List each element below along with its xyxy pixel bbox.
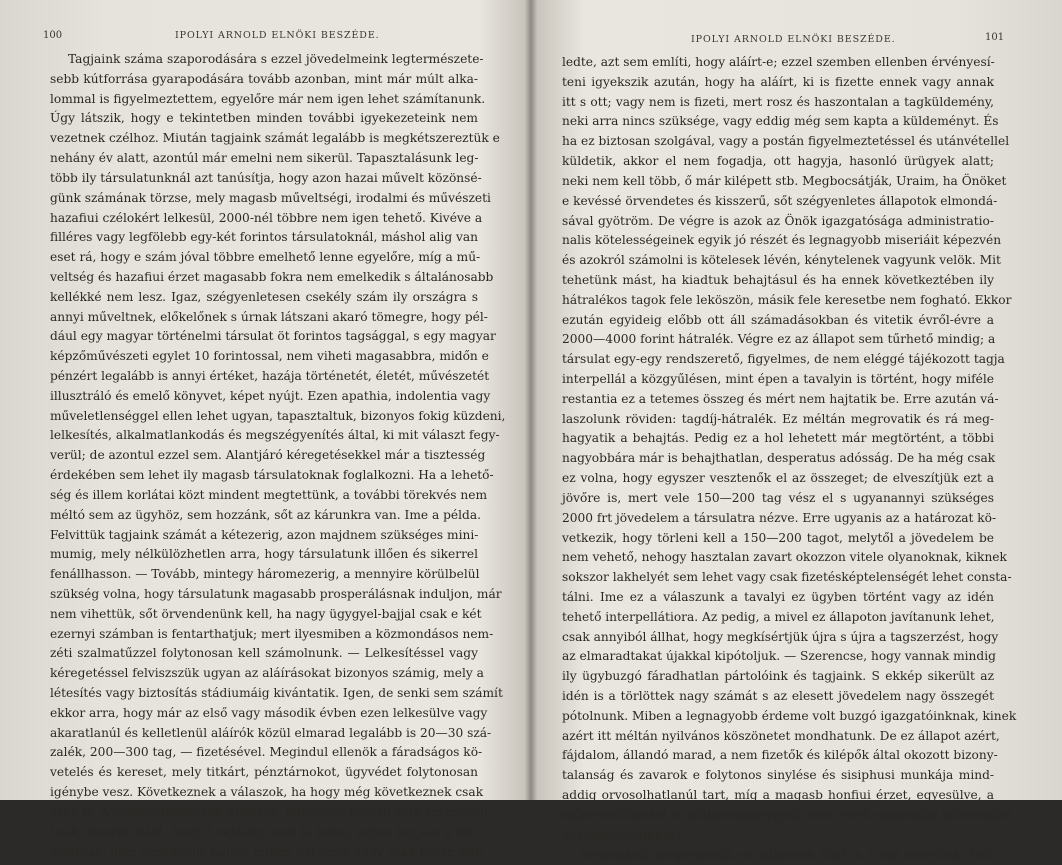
- text-line: ha ez biztosan szolgával, vagy a postán figyelmeztetéssel és utánvétellel: [562, 132, 994, 152]
- text-line: itt s ott; vagy nem is fizeti, mert rosz és haszontalan a tagküldemény,: [562, 93, 994, 113]
- text-line: veltség és hazafiui érzet magasabb fokra nem emelkedik s általánosabb: [50, 268, 478, 288]
- text-line: teni igyekszik azután, hogy ha aláírt, ki is fizette ennek vagy annak: [562, 73, 994, 93]
- text-line: Felvittük tagjaink számát a kétezerig, azon majdnem szükséges mini-: [50, 526, 478, 546]
- text-line: műveletlenséggel ellen lehet ugyan, tapasztaltuk, bizonyos fokig küzdeni,: [50, 407, 478, 427]
- text-line: günk számának törzse, mely magasb műveltségi, irodalmi és művészeti: [50, 189, 478, 209]
- text-line: Részünkről megteszszük ez állapotok közt is a mit tehetünk. Mű-: [562, 846, 994, 865]
- text-line: ezernyi számban is fentarthatjuk; mert ilyesmiben a közmondásos nem-: [50, 625, 478, 645]
- text-line: zéti szalmatűzzel folytonosan kell számolnunk. — Lelkesítéssel vagy: [50, 644, 478, 664]
- right-body-text: [562, 53, 994, 865]
- text-line: eset rá, hogy e szám jóval többre emelhető lenne egyelőre, míg a mű-: [50, 248, 478, 268]
- text-line: ezek is, A legnevetségesebb ürügyek, kifogások hosszú sora érvényesít-: [50, 803, 478, 823]
- text-line: Úgy látszik, hogy e tekintetben minden további igyekezeteink nem: [50, 109, 478, 129]
- text-line: tehető interpellátiora. Az pedig, a mivel ez állapoton javítanunk lehet,: [562, 608, 994, 628]
- text-line: talanság és zavarok e folytonos sinylése és sisiphusi munkája mind-: [562, 766, 994, 786]
- text-line: az elmaradtakat újakkal kipótoljuk. — Szerencse, hogy vannak mindig: [562, 647, 994, 667]
- text-line: vetkezik, hogy törleni kell a 150—200 tagot, melytől a jövedelem be: [562, 529, 994, 549]
- text-line: e kevéssé örvendetes és kisszerű, sőt szégyenletes állapotok elmondá-: [562, 192, 994, 212]
- text-line: interpellál a közgyűlésen, mint épen a tavalyin is történt, hogy miféle: [562, 370, 994, 390]
- right-running-head: IPOLYI ARNOLD ELNÖKI BESZÉDE.: [691, 34, 896, 45]
- text-line: 2000—4000 forint hátralék. Végre ez az állapot sem tűrhető mindig; a: [562, 330, 994, 350]
- text-line: vetelés és kereset, mely titkárt, pénztárnokot, ügyvédet folytonosan: [50, 763, 478, 783]
- text-line: sokszor lakhelyét sem lehet vagy csak fizetésképtelenségét lehet consta-: [562, 568, 994, 588]
- text-line: társulat egy-egy rendszerető, figyelmes, de nem eléggé tájékozott tagja: [562, 350, 994, 370]
- text-line: 2000 frt jövedelem a társulatra nézve. Erre ugyanis az a határozat kö-: [562, 509, 994, 529]
- text-line: ily ügybuzgó fáradhatlan pártolóink és tagjaink. S ekkép sikerült az: [562, 667, 994, 687]
- text-line: létesítés vagy biztosítás stádiumáig kivántatik. Igen, de senki sem számít: [50, 684, 478, 704]
- left-running-head: IPOLYI ARNOLD ELNÖKI BESZÉDE.: [175, 30, 380, 41]
- text-line: neki arra nincs szüksége, vagy eddig még sem kapta a küldeményt. És: [562, 112, 994, 132]
- text-line: szükség volna, hogy társulatunk magasabb prosperálásnak induljon, már: [50, 585, 478, 605]
- right-page-number: 101: [985, 32, 1004, 43]
- right-page: [531, 0, 1062, 800]
- text-line: pótolnunk. Miben a legnagyobb érdeme volt buzgó igazgatóinknak, kinek: [562, 707, 994, 727]
- text-line: annyi műveltnek, előkelőnek s úrnak látszani akaró tömegre, hogy pél-: [50, 308, 478, 328]
- text-line: és azokról számolni is kötelesek lévén, kénytelenek vagyunk velök. Mit: [562, 251, 994, 271]
- text-line: képzőművészeti egylet 10 forintossal, nem viheti magasabbra, midőn e: [50, 347, 478, 367]
- text-line: igénybe vesz. Következnek a válaszok, ha hogy még következnek csak: [50, 783, 478, 803]
- text-line: pénzért legalább is annyi értéket, hazája történetét, életét, művészetét: [50, 367, 478, 387]
- text-line: csak annyiból állhat, hogy megkísértjük újra s újra a tagszerzést, hogy: [562, 628, 994, 648]
- text-line: jövőre is, mert vele 150—200 tag vész el s ugyanannyi szükséges: [562, 489, 994, 509]
- text-line: műérdeklődéssel és műtanulmánynyal, nem emeli magasabb színvonalra: [562, 806, 994, 826]
- text-line: tetik, kezdve attól, hogy ő sajátlag nem is tudja, vajjon tagja-e a tár-: [50, 823, 478, 843]
- text-line: filléres vagy legfölebb egy-két forintos társulatoknál, máshol alig van: [50, 228, 478, 248]
- text-line: kéregetéssel felviszszük ugyan az aláírásokat bizonyos számig, mely a: [50, 664, 478, 684]
- text-line: méltó sem az ügyhöz, sem hozzánk, sőt az kárunkra van. Ime a példa.: [50, 506, 478, 526]
- text-line: hátralékos tagok fele leköszön, másik fele keresetbe nem fogható. Ekkor: [562, 291, 994, 311]
- text-line: érdekében sem lehet ily magasb társulatoknak foglalkozni. Ha a lehető-: [50, 466, 478, 486]
- text-line: idén is a törlöttek nagy számát s az elesett jövedelem nagy összegét: [562, 687, 994, 707]
- text-line: fenállhasson. — Tovább, mintegy háromezerig, a mennyire körülbelül: [50, 565, 478, 585]
- text-line: zalék, 200—300 tag, — fizetésével. Megindul ellenök a fáradságos kö-: [50, 743, 478, 763]
- text-line: ez volna, hogy egyszer vesztenők el az összeget; de elveszítjük ezt a: [562, 469, 994, 489]
- text-line: küldetik, akkor el nem fogadja, ott hagyja, hasonló ürügyek alatt;: [562, 152, 994, 172]
- text-line: mumig, mely nélkülözhetlen arra, hogy társulatunk illően és sikerrel: [50, 545, 478, 565]
- text-line: nagyobbára már is behajthatlan, desperatus adósság. De ha még csak: [562, 449, 994, 469]
- left-page: [0, 0, 531, 800]
- text-line: tehetünk mást, ha kiadtuk behajtásul és ha ennek következtében ily: [562, 271, 994, 291]
- text-line: lelkesítés, alkalmatlankodás és megszégyenítés által, ki mit választ fegy-: [50, 426, 478, 446]
- text-line: addig orvosolhatlanúl tart, míg a magasb honfiui érzet, egyesülve, a: [562, 786, 994, 806]
- text-line: közműveltségünket.: [562, 826, 994, 846]
- text-line: több ily társulatunknál azt tanúsítja, hogy azon hazai művelt közönsé-: [50, 169, 478, 189]
- text-line: nalis kötelességeinek egyik jó részét és legnagyobb miseriáit képezvén: [562, 231, 994, 251]
- text-line: tálni. Ime ez a válaszunk a tavalyi ez ügyben történt vagy az idén: [562, 588, 994, 608]
- text-line: dául egy magyar történelmi társulat öt forintos tagsággal, s egy magyar: [50, 327, 478, 347]
- text-line: nehány év alatt, azontúl már emelni nem sikerül. Tapasztalásunk leg-: [50, 149, 478, 169]
- text-line: nem vehető, nehogy hasztalan zavart okozzon vitele olyanoknak, kiknek: [562, 548, 994, 568]
- text-line: Tagjaink száma szaporodására s ezzel jövedelmeink legtermészete-: [50, 50, 478, 70]
- text-line: ekkor arra, hogy már az első vagy második évben ezen lelkesülve vagy: [50, 704, 478, 724]
- text-line: akaratlanúl és kelletlenül aláírók közül elmarad legalább is 20—30 szá-: [50, 724, 478, 744]
- text-line: neki nem kell több, ő már kilépett stb. Megbocsátják, Uraim, ha Önöket: [562, 172, 994, 192]
- text-line: verül; de azontul ezzel sem. Alantjáró kéregetésekkel már a tisztesség: [50, 446, 478, 466]
- text-line: laszolunk röviden: tagdíj-hátralék. Ez méltán megrovatik és rá meg-: [562, 410, 994, 430]
- text-line: azért itt méltán nyilvános köszönetet mondhatunk. De ez állapot azért,: [562, 727, 994, 747]
- text-line: vezetnek czélhoz. Miután tagjaink számát legalább is megkétszereztük e: [50, 129, 478, 149]
- text-line: ezután egyideig előbb ott áll számadásokban és vitetik évről-évre a: [562, 311, 994, 331]
- text-line: sulatnak, nem emlékezik, mikor, mikép lett azzá; vagy csak régen elfe-: [50, 843, 478, 863]
- text-line: ledte, azt sem említi, hogy aláírt-e; ezzel szemben ellenben érvényesí-: [562, 53, 994, 73]
- left-body-text: [50, 50, 478, 862]
- text-line: ség és illem korlátai közt mindent megtettünk, a további törekvés nem: [50, 486, 478, 506]
- text-line: sebb kútforrása gyarapodására tovább azonban, mint már múlt alka-: [50, 70, 478, 90]
- text-line: hazafiui czélokért lelkesül, 2000-nél többre nem igen tehető. Kivéve a: [50, 209, 478, 229]
- text-line: nem vihettük, sőt örvendenünk kell, ha nagy ügygyel-bajjal csak e két: [50, 605, 478, 625]
- text-line: fájdalom, állandó marad, a nem fizetők és kilépők által okozott bizony-: [562, 746, 994, 766]
- text-line: lommal is figyelmeztettem, egyelőre már nem igen lehet számítanunk.: [50, 90, 478, 110]
- text-line: kellékké nem lesz. Igaz, szégyenletesen csekély szám ily országra s: [50, 288, 478, 308]
- left-page-number: 100: [43, 30, 62, 41]
- text-line: illusztráló és emelő könyvet, képet nyújt. Ezen apathia, indolentia vagy: [50, 387, 478, 407]
- text-line: sával gyötröm. De végre is azok az Önök igazgatósága administratio-: [562, 212, 994, 232]
- text-line: restantia ez a tetemes összeg és mért nem hajtatik be. Erre azután vá-: [562, 390, 994, 410]
- text-line: hagyatik a behajtás. Pedig ez a hol lehetett már megtörtént, a többi: [562, 429, 994, 449]
